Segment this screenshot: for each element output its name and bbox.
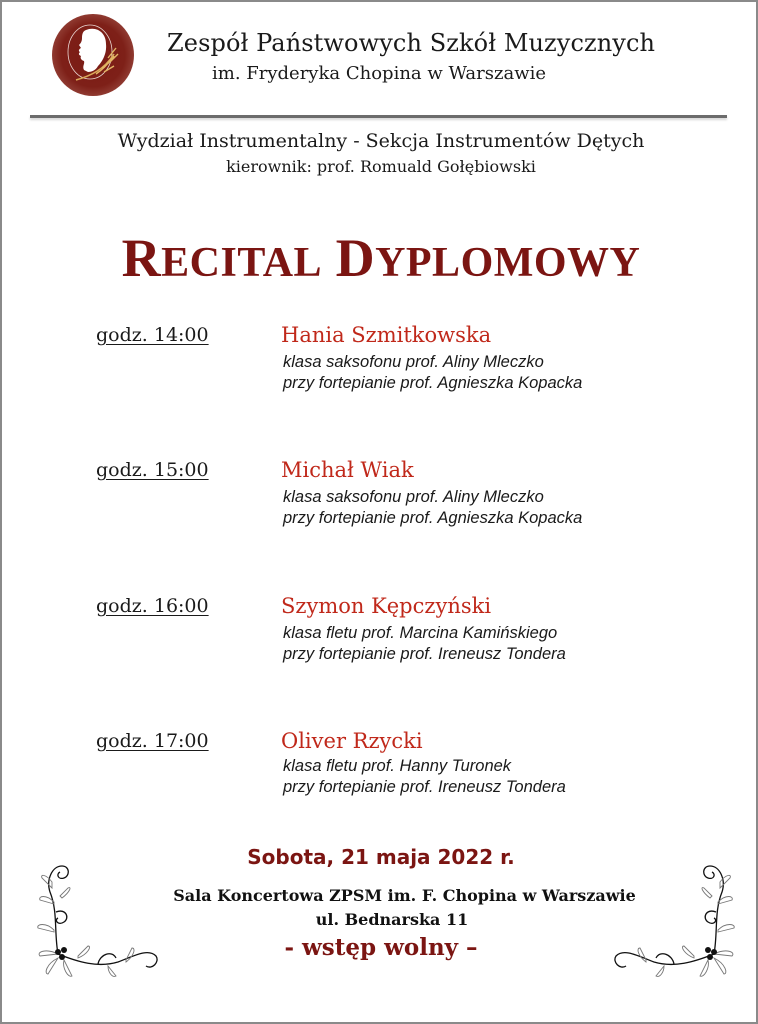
page-title — [2, 227, 758, 289]
title-initial-r: R — [121, 228, 162, 288]
schedule-time: godz. 17:00 — [96, 730, 209, 752]
event-venue: Sala Koncertowa ZPSM im. F. Chopina w Warszawie — [173, 886, 636, 905]
teacher-class: klasa fletu prof. Marcina Kamińskiego — [283, 624, 558, 642]
performer-name: Michał Wiak — [281, 458, 414, 482]
teacher-class: klasa saksofonu prof. Aliny Mleczko — [283, 488, 544, 506]
title-word2-rest: YPLOMOWY — [375, 240, 641, 286]
performer-name: Hania Szmitkowska — [281, 323, 492, 347]
accompanist: przy fortepianie prof. Agnieszka Kopacka — [283, 509, 583, 527]
schedule-time: godz. 14:00 — [96, 324, 209, 346]
teacher-class: klasa saksofonu prof. Aliny Mleczko — [283, 353, 544, 371]
accompanist: przy fortepianie prof. Ireneusz Tondera — [283, 778, 566, 796]
admission-note: - wstęp wolny – — [284, 934, 478, 961]
institution-name: Zespół Państwowych Szkół Muzycznych — [167, 29, 656, 57]
teacher-class: klasa fletu prof. Hanny Turonek — [283, 757, 512, 775]
institution-subtitle: im. Fryderyka Chopina w Warszawie — [212, 63, 547, 84]
event-address: ul. Bednarska 11 — [315, 910, 469, 929]
accompanist: przy fortepianie prof. Ireneusz Tondera — [283, 645, 566, 663]
accompanist: przy fortepianie prof. Agnieszka Kopacka — [283, 374, 583, 392]
department-line: Wydział Instrumentalny - Sekcja Instrumentów Dętych — [117, 130, 645, 152]
chopin-profile-logo-icon — [52, 14, 134, 96]
title-initial-d: D — [335, 228, 376, 288]
schedule-time: godz. 16:00 — [96, 595, 209, 617]
title-word1-rest: ECITAL — [161, 240, 323, 286]
floral-corner-ornament-left-icon — [28, 852, 162, 982]
schedule-time: godz. 15:00 — [96, 459, 209, 481]
department-head: kierownik: prof. Romuald Gołębiowski — [226, 157, 536, 176]
header-divider — [30, 115, 727, 118]
event-date: Sobota, 21 maja 2022 r. — [247, 845, 515, 869]
floral-corner-ornament-right-icon — [610, 852, 744, 982]
performer-name: Oliver Rzycki — [281, 729, 423, 753]
performer-name: Szymon Kępczyński — [281, 594, 492, 618]
